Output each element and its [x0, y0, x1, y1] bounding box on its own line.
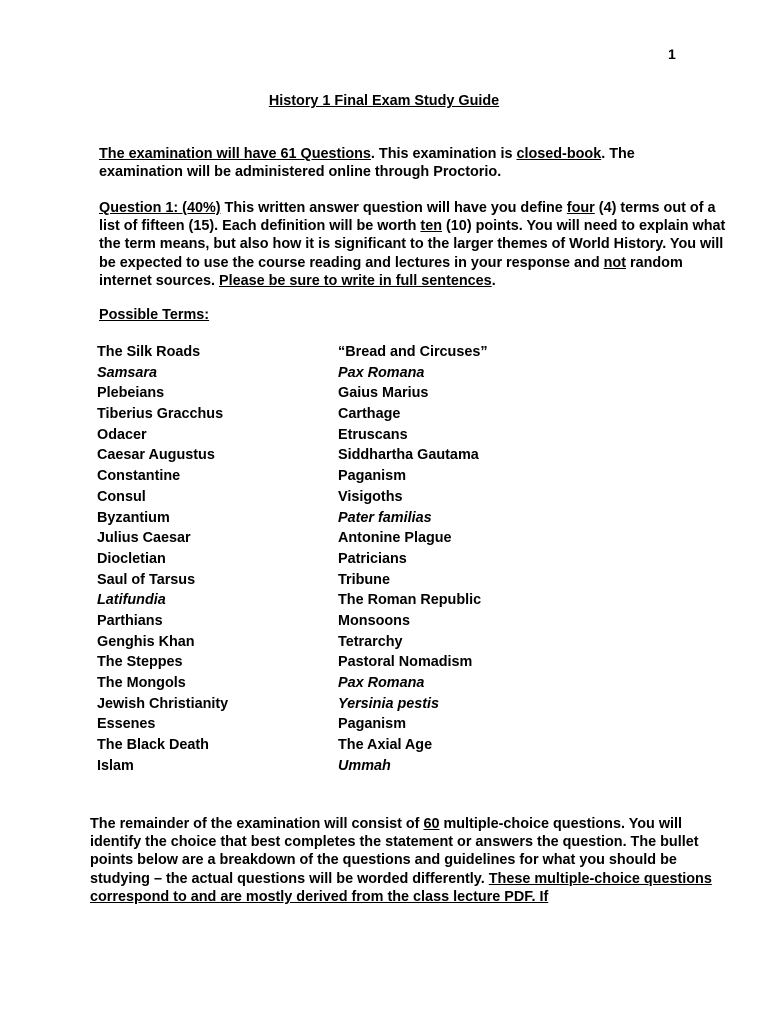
term-item: Samsara — [97, 364, 158, 381]
term-item: Etruscans — [338, 426, 408, 443]
term-item: The Roman Republic — [338, 592, 482, 609]
four-text: four — [566, 200, 595, 216]
question1-text-c: (10) points. You will need to explain what the term means, but also how it is significant to the larger themes of World History. You will be expected to use the course reading and lectures in your response and — [99, 218, 726, 271]
term-item: Pax Romana — [338, 675, 425, 691]
remainder-text-b: multiple-choice questions. You will identify the choice that best completes the statement or answers the question. The bullet points below are a breakdown of the questions and guidelines for what you should be studying – the actual questions will be worded differently. — [90, 816, 699, 887]
term-item: Tiberius Gracchus — [97, 406, 224, 423]
term-item: Constantine — [97, 468, 181, 485]
document-title: History 1 Final Exam Study Guide — [268, 93, 500, 109]
term-item: Monsoons — [338, 612, 410, 629]
question1-period: . — [491, 272, 496, 289]
term-item: The Axial Age — [338, 737, 433, 754]
question-count-statement: The examination will have 61 Questions — [99, 146, 371, 162]
term-item: Pater familias — [338, 509, 432, 526]
intro-text: . This examination is — [370, 146, 517, 162]
term-item: Pax Romana — [338, 364, 425, 381]
term-item: Diocletian — [97, 550, 166, 567]
question1-label: Question 1: (40%) — [99, 200, 221, 216]
remainder-text-a: The remainder of the examination will consist of — [90, 816, 424, 832]
term-item: The Mongols — [97, 675, 186, 691]
term-item: Paganism — [338, 716, 406, 733]
lecture-pdf-note: These multiple-choice questions correspond to and are mostly derived from the class lecture PDF. If — [90, 870, 712, 905]
term-item: Saul of Tarsus — [97, 571, 196, 588]
exam-intro-paragraph — [99, 145, 699, 181]
term-item: Carthage — [338, 406, 401, 423]
term-item: Latifundia — [97, 592, 166, 609]
term-item: Antonine Plague — [338, 530, 452, 547]
term-item: Patricians — [338, 550, 407, 567]
page-number: 1 — [668, 46, 676, 62]
term-item: Paganism — [338, 468, 406, 485]
term-item: Siddhartha Gautama — [338, 447, 479, 464]
term-item: Caesar Augustus — [97, 447, 215, 464]
full-sentences-instruction: Please be sure to write in full sentences — [218, 272, 492, 289]
term-item: Consul — [97, 488, 146, 505]
term-item: Genghis Khan — [97, 633, 195, 650]
term-item: Tetrarchy — [338, 633, 403, 650]
term-item: Parthians — [97, 612, 163, 629]
term-item: Visigoths — [338, 488, 403, 505]
term-item: Tribune — [338, 571, 390, 588]
term-item: Byzantium — [97, 509, 170, 526]
ten-text: ten — [420, 218, 443, 235]
term-item: “Bread and Circuses” — [338, 344, 488, 360]
term-item: The Silk Roads — [97, 344, 201, 360]
terms-right-column — [338, 342, 488, 776]
closed-book-text: closed-book — [516, 146, 602, 162]
question1-text-b: (4) terms out of a list of fifteen (15). Each definition will be worth — [99, 200, 716, 235]
term-item: Islam — [97, 757, 134, 774]
term-item: Yersinia pestis — [338, 695, 440, 712]
question1-text-a: This written answer question will have you define — [220, 200, 567, 216]
remainder-paragraph — [90, 815, 730, 906]
terms-left-column — [97, 342, 228, 776]
term-item: Julius Caesar — [97, 530, 191, 547]
term-item: Odacer — [97, 426, 147, 443]
term-item: The Black Death — [97, 737, 209, 754]
term-item: Jewish Christianity — [97, 695, 229, 712]
term-item: The Steppes — [97, 654, 183, 671]
term-item: Gaius Marius — [338, 385, 429, 402]
term-item: Essenes — [97, 716, 156, 733]
possible-terms-heading: Possible Terms: — [99, 307, 210, 323]
term-item: Pastoral Nomadism — [338, 654, 473, 671]
term-item: Plebeians — [97, 385, 165, 402]
term-item: Ummah — [338, 757, 391, 774]
intro-text-end: . The examination will be administered online through Proctorio. — [99, 146, 635, 181]
question1-text-d: random internet sources. — [99, 254, 683, 289]
not-text: not — [603, 254, 626, 271]
question1-paragraph — [99, 199, 739, 290]
mc-count: 60 — [423, 816, 440, 832]
